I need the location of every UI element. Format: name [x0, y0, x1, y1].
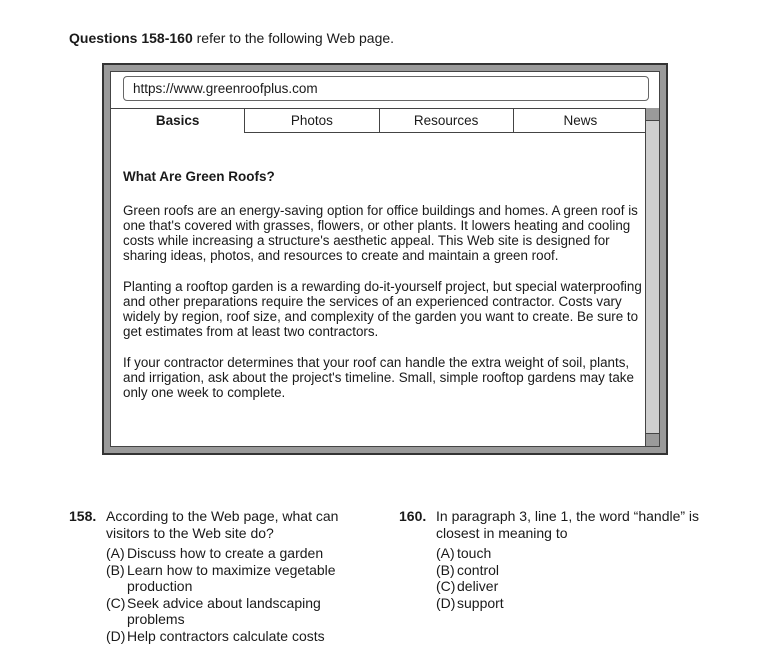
- question-number: 160.: [399, 508, 427, 524]
- option-c[interactable]: (C) Seek advice about landscaping problems: [106, 594, 321, 627]
- answer-options: [436, 545, 686, 611]
- nav-tabs: [111, 108, 647, 133]
- page-content: [123, 134, 643, 400]
- address-bar[interactable]: https://www.greenroofplus.com: [123, 76, 649, 101]
- answer-options: [106, 545, 356, 644]
- paragraph-1: Green roofs are an energy-saving option for office buildings and homes. A green roof is one that's covered with grasses, flowers, or other plants. It lowers heating and cooling costs while increasing a structure's aesthetic appeal. This Web site is designed for sharing ideas, photos, and resources to create and maintain a green roof.: [123, 203, 638, 263]
- tab-news[interactable]: News: [563, 113, 598, 128]
- vertical-scrollbar[interactable]: [645, 108, 659, 446]
- question-text: According to the Web page, what can visitors to the Web site do?: [106, 508, 339, 541]
- browser-viewport: [110, 71, 660, 447]
- questions-range: Questions 158-160: [69, 30, 193, 46]
- option-c[interactable]: (C) deliver: [436, 578, 499, 594]
- paragraph-2: Planting a rooftop garden is a rewarding do-it-yourself project, but special waterproofing and other preparations require the services of an experienced contractor. Costs vary widely by region, roof size, and complexity of the garden you want to create. Be sure to get estimates from at least two contractors.: [123, 279, 642, 339]
- question-number: 158.: [69, 508, 97, 524]
- paragraph-3: If your contractor determines that your roof can handle the extra weight of soil, plants, and irrigation, ask about the project's timeline. Small, simple rooftop gardens may take only one week to complete.: [123, 355, 634, 400]
- questions-intro-text: refer to the following Web page.: [192, 30, 395, 46]
- browser-window: [102, 63, 668, 455]
- tab-resources[interactable]: Resources: [380, 109, 514, 132]
- option-d[interactable]: (D) Help contractors calculate costs: [106, 627, 325, 644]
- question-text: In paragraph 3, line 1, the word “handle” is closest in meaning to: [436, 508, 700, 541]
- option-a[interactable]: (A) Discuss how to create a garden: [106, 545, 324, 561]
- tab-photos[interactable]: Photos: [245, 109, 379, 132]
- scroll-down-button[interactable]: [646, 433, 659, 446]
- tab-basics[interactable]: Basics: [111, 109, 245, 132]
- scroll-up-button[interactable]: [646, 108, 659, 121]
- option-d[interactable]: (D) support: [436, 594, 504, 611]
- option-a[interactable]: (A) touch: [436, 545, 492, 561]
- option-b[interactable]: (B) Learn how to maximize vegetable production: [106, 561, 336, 594]
- questions-intro: [69, 30, 394, 46]
- option-b[interactable]: (B) control: [436, 561, 500, 578]
- page-title: What Are Green Roofs?: [123, 169, 275, 184]
